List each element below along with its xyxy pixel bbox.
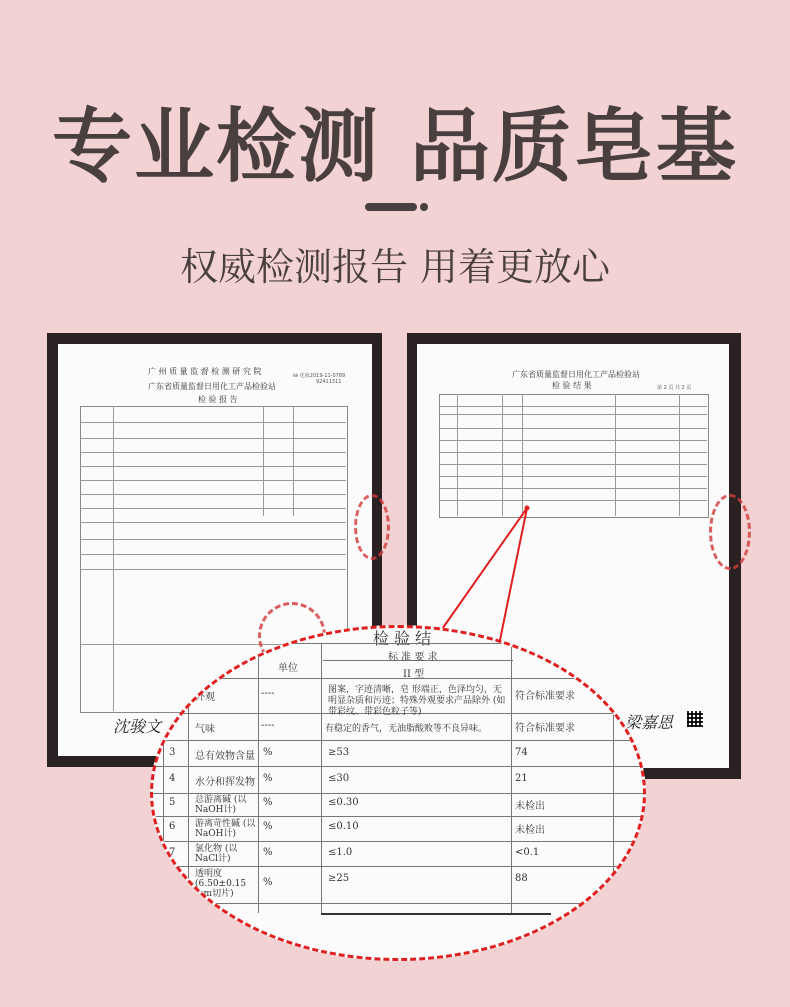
row-standard: 图案，字迹清晰，皂 形端正，色泽均匀，无 明显杂质和污迹；特殊外观要求产品除外 (如带彩纹、带彩色粒子等) — [328, 685, 506, 717]
row-standard: ≥53 — [328, 747, 350, 758]
row-number: 7 — [169, 847, 176, 858]
row-unit: ---- — [261, 688, 275, 699]
page-subtitle: 权威检测报告 用着更放心 — [179, 245, 611, 289]
row-result: 未检出 — [515, 801, 545, 812]
row-standard: ≤0.10 — [328, 821, 359, 832]
left-report-station: 广东省质量监督日用化工产品检验站 — [148, 382, 276, 391]
row-item: 气味 — [195, 724, 215, 735]
row-standard: ≥25 — [328, 873, 350, 884]
right-report-page-info: 第 2 页 共 2 页 — [657, 385, 692, 391]
row-number: 5 — [169, 797, 176, 808]
row-standard: ≤0.30 — [328, 797, 359, 808]
row-item: 总有效物含量 — [195, 751, 255, 762]
right-report-station: 广东省质量监督日用化工产品检验站 — [512, 370, 640, 379]
row-unit: % — [263, 821, 273, 832]
left-report-signature: 沈骏文 — [113, 717, 162, 736]
row-result: 符合标准要求 — [515, 723, 575, 734]
row-result: 74 — [515, 747, 528, 758]
left-report-number: № 化妆2019-11-0789 — [293, 373, 346, 379]
col-type-header: II 型 — [403, 669, 425, 680]
row-item: 透明度 (6.50±0.15 mm切片) — [195, 869, 247, 899]
row-number: 4 — [169, 773, 176, 784]
magnified-results-lens — [150, 625, 646, 961]
row-unit: % — [263, 773, 273, 784]
row-result: 未检出 — [515, 825, 545, 836]
col-standard-header: 标 准 要 求 — [388, 652, 438, 663]
magnified-header-title: 检 验 结 — [373, 629, 432, 648]
right-report-type: 检 验 结 果 — [552, 381, 592, 390]
row-unit: % — [263, 877, 273, 888]
row-standard: 有稳定的香气，无油脂酸败等不良异味。 — [325, 724, 488, 734]
row-item: 游离苛性碱 (以NaOH计) — [195, 819, 256, 839]
row-result: 21 — [515, 773, 528, 784]
right-report-signature: 梁嘉恩 — [625, 713, 674, 732]
left-report-subnumber: 92411311 — [316, 379, 342, 385]
row-standard: ≤30 — [328, 773, 350, 784]
left-report-org: 广 州 质 量 监 督 检 测 研 究 院 — [148, 367, 262, 376]
page-title: 专业检测 品质皂基 — [52, 100, 738, 193]
row-item: 水分和挥发物 — [195, 777, 255, 788]
left-report-type: 检 验 报 告 — [198, 395, 238, 404]
row-item: 外观 — [195, 692, 215, 703]
row-result: 88 — [515, 873, 528, 884]
row-standard: ≤1.0 — [328, 847, 353, 858]
row-unit: ---- — [261, 720, 275, 731]
row-result: 符合标准要求 — [515, 691, 575, 702]
row-unit: % — [263, 747, 273, 758]
row-result: <0.1 — [515, 847, 540, 858]
row-unit: % — [263, 797, 273, 808]
row-item: 氯化物 (以NaCl计) — [195, 844, 238, 864]
row-number: 6 — [169, 821, 176, 832]
col-unit-header: 单位 — [278, 663, 298, 674]
row-unit: % — [263, 847, 273, 858]
row-number: 8 — [169, 877, 176, 888]
row-item: 总游离碱 (以NaOH计) — [195, 795, 247, 815]
row-number: 3 — [169, 747, 176, 758]
